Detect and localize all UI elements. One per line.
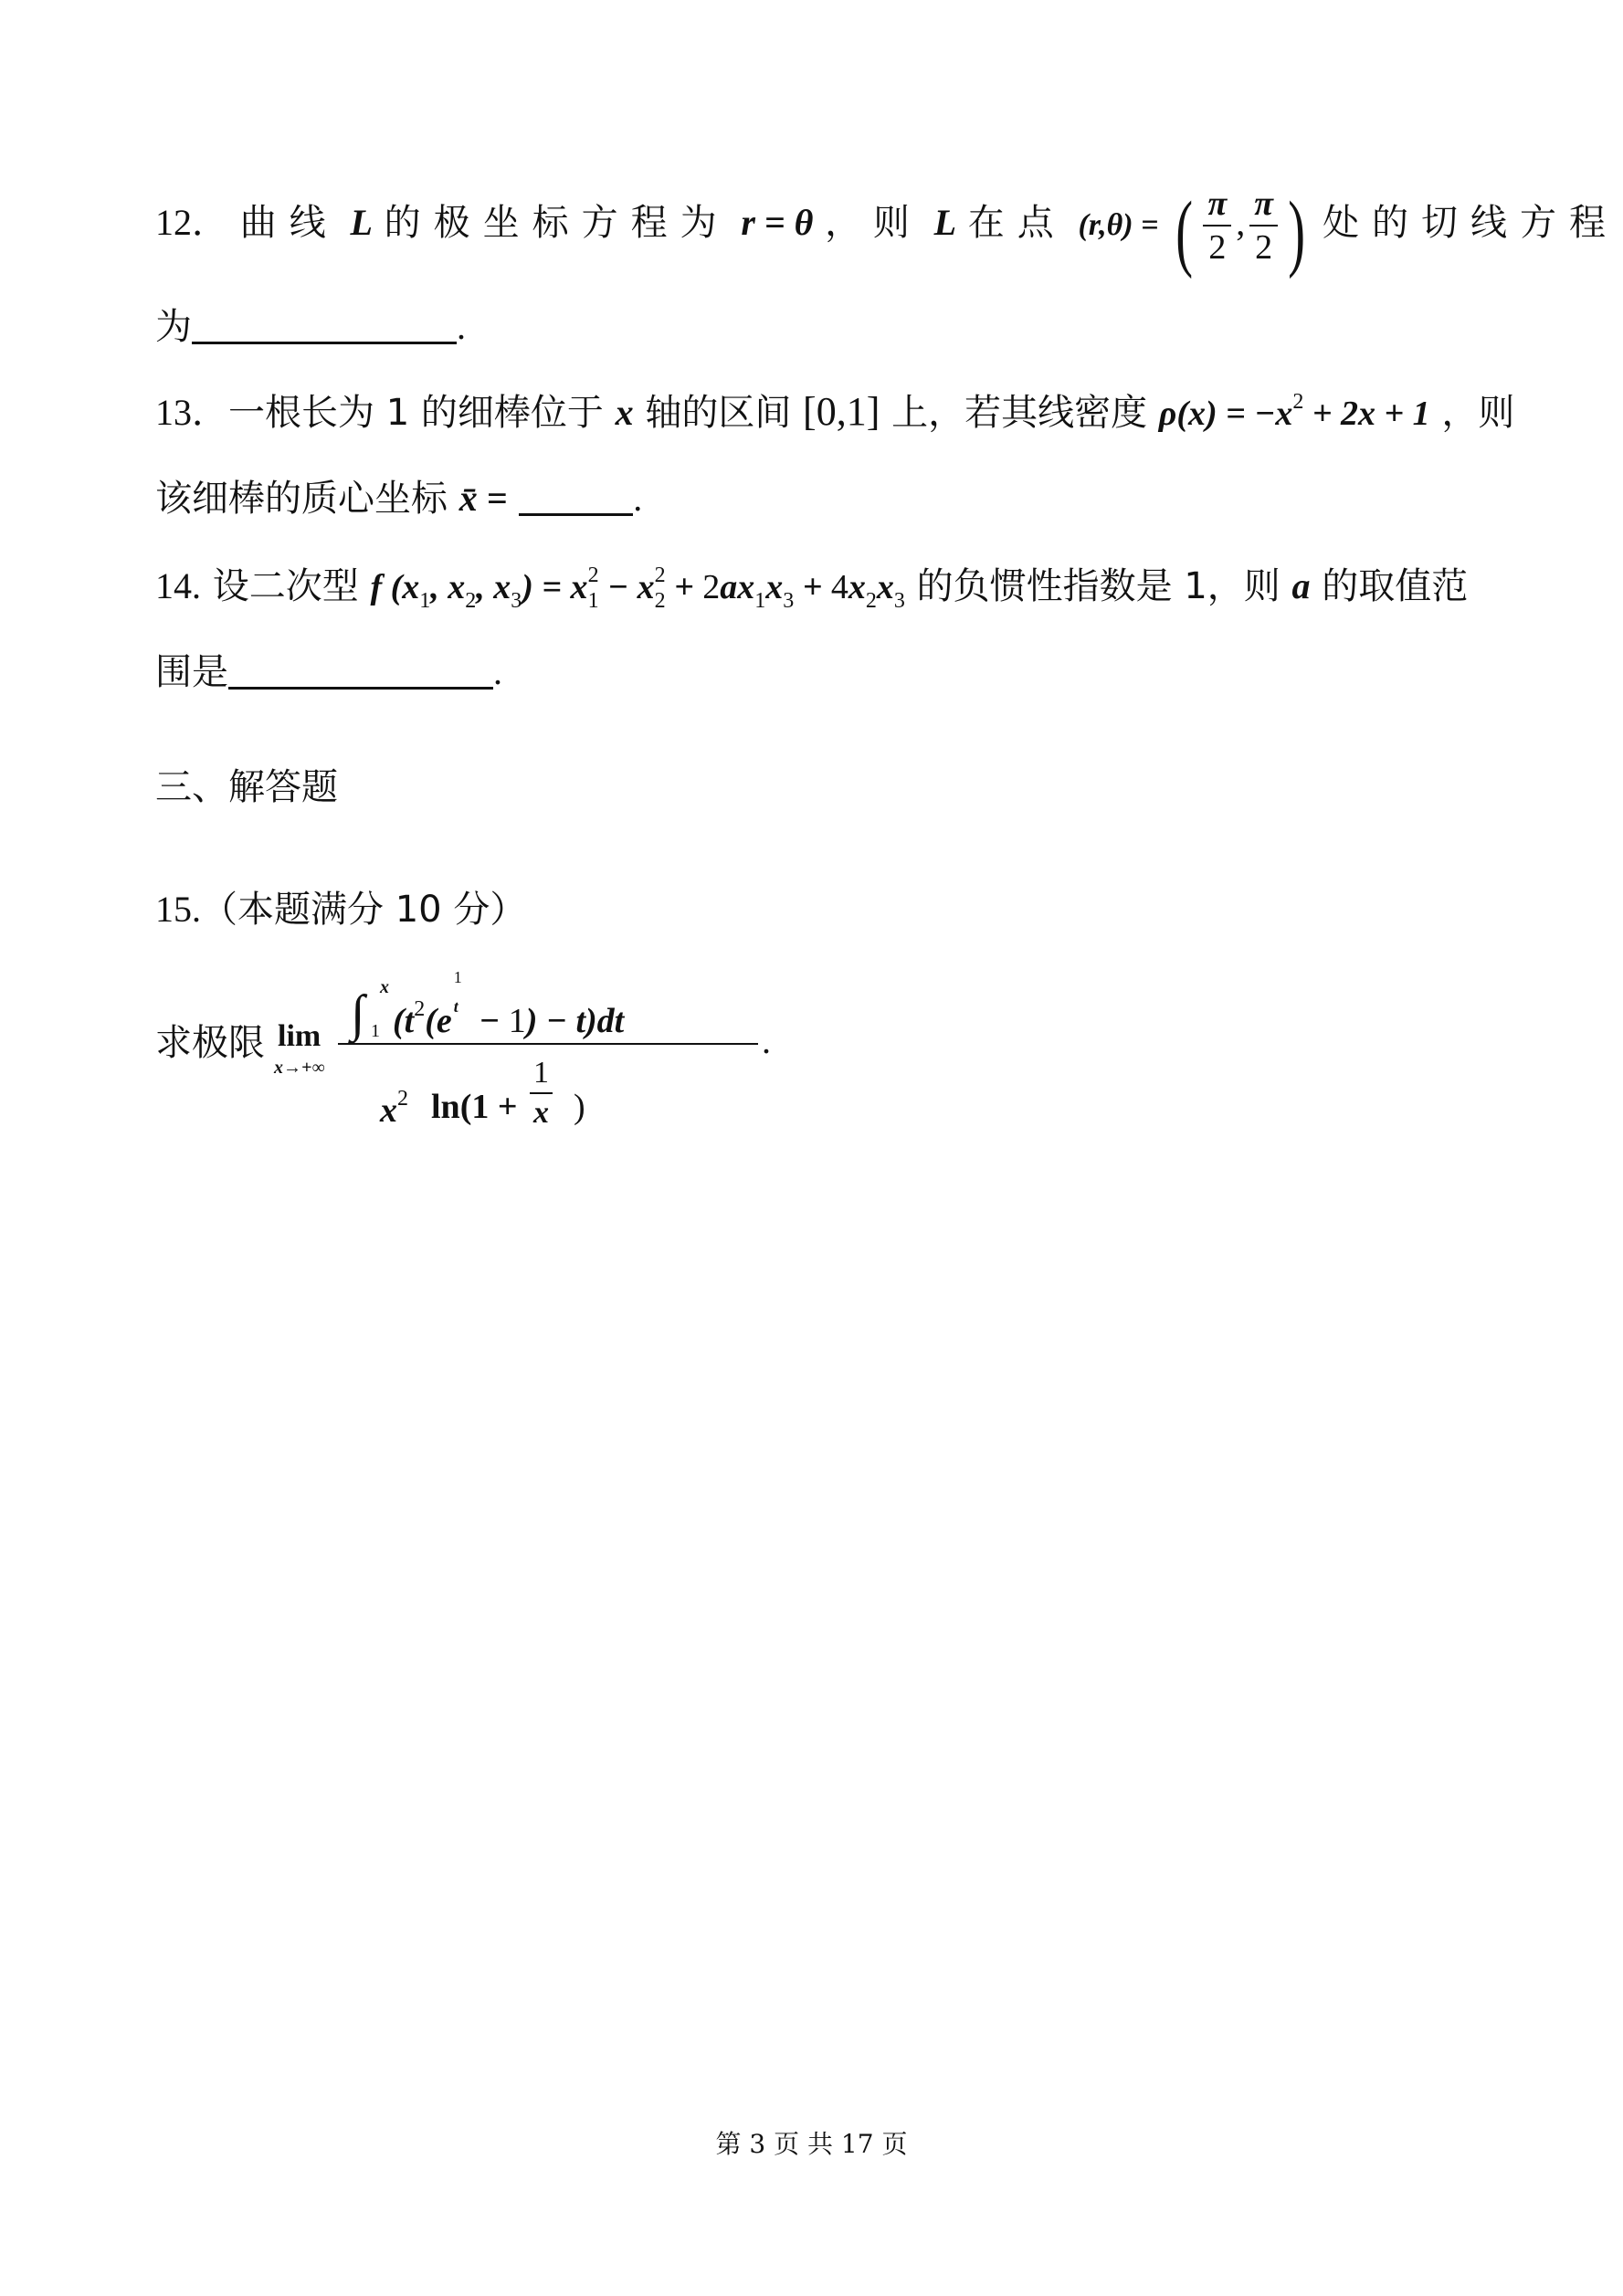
problem-13-text-4: ，则 bbox=[1441, 392, 1515, 434]
problem-15-number: 15. bbox=[155, 889, 201, 930]
problem-15-prompt: 求极限 bbox=[155, 1022, 265, 1064]
integral-sign: ∫ bbox=[351, 985, 365, 1042]
problem-13-centroid: x̄ = bbox=[458, 478, 508, 519]
quadratic-form: f ($x_1$, $x_2$, $x_3) = x^2_1 - x^2_2 + 2ax_1x_3 + 4x_2x_3$ bbox=[370, 563, 905, 613]
page-footer: 第 3 页 共 17 页 bbox=[715, 2129, 908, 2159]
inner-numerator: 1 bbox=[533, 1056, 549, 1090]
answer-blank bbox=[192, 342, 457, 344]
problem-12-line-2-start: 为 bbox=[155, 306, 192, 348]
answer-blank bbox=[228, 687, 493, 690]
period: . bbox=[457, 306, 466, 347]
fraction-numerator: π bbox=[1254, 184, 1274, 223]
problem-12-curve-label: L bbox=[350, 202, 373, 243]
fraction-denominator: 2 bbox=[1249, 225, 1278, 265]
problem-13-text-2: 轴的区间 bbox=[645, 392, 792, 434]
problem-15-limit-expression bbox=[155, 950, 795, 1142]
problem-12-equation: r = θ bbox=[741, 202, 814, 243]
period: . bbox=[762, 1020, 771, 1061]
integral-lower-limit: 1 bbox=[371, 1021, 380, 1041]
problem-12-text: 的极坐标方程为 bbox=[384, 202, 730, 244]
fraction-bar bbox=[338, 1043, 758, 1045]
denominator-ln: ln(1 + bbox=[431, 1088, 518, 1126]
problem-12-tail: 处的切线方程 bbox=[1323, 202, 1619, 244]
problem-12-line-2 bbox=[155, 306, 466, 348]
problem-13-number: 13． bbox=[155, 392, 228, 433]
answer-blank bbox=[519, 513, 633, 516]
problem-14-line-2-text: 围是 bbox=[155, 651, 228, 693]
problem-15-header bbox=[155, 889, 527, 931]
problem-13-line-2-text: 该细棒的质心坐标 bbox=[155, 478, 448, 520]
problem-13-density bbox=[1158, 390, 1430, 433]
problem-12-text-then: 则 bbox=[872, 202, 922, 244]
denominator-x: $x^2$ bbox=[380, 1087, 408, 1130]
problem-14-text-3: 的取值范 bbox=[1322, 565, 1469, 607]
denominator-close-paren: ) bbox=[574, 1088, 585, 1126]
problem-12-point-value: ( $\frac{\pi}{2}$ , $\frac{\pi}{2}$ ) bbox=[1175, 184, 1306, 279]
inner-denominator: x bbox=[530, 1092, 553, 1131]
density-rest: + 2x + 1 bbox=[1303, 395, 1430, 433]
limit-subscript: x→+∞ bbox=[274, 1058, 325, 1078]
density-lhs: ρ(x) = −x bbox=[1158, 395, 1293, 433]
section-title: 三、解答题 bbox=[155, 766, 338, 808]
problem-12-curve-label-2: L bbox=[933, 202, 957, 243]
problem-13-interval: [0,1] bbox=[803, 389, 880, 434]
problem-14-text: 设二次型 bbox=[212, 565, 359, 607]
problem-13-line-2 bbox=[155, 478, 643, 520]
problem-14-line-2 bbox=[155, 651, 502, 693]
problem-14-param: a bbox=[1291, 565, 1311, 606]
problem-12-text-at-point: 在点 bbox=[967, 202, 1067, 244]
fraction-denominator: 2 bbox=[1203, 225, 1231, 265]
limit-denominator bbox=[347, 1052, 749, 1143]
problem-14-number: 14. bbox=[155, 565, 201, 606]
problem-13-var: x bbox=[615, 392, 634, 433]
problem-13-text: 一根长为 1 的细棒位于 bbox=[228, 392, 604, 434]
inner-fraction bbox=[530, 1056, 553, 1131]
problem-13-line-1 bbox=[155, 391, 1514, 432]
problem-12-point-lhs: (r,θ) = bbox=[1078, 208, 1159, 242]
problem-14-line-1 bbox=[155, 564, 1468, 612]
problem-12-number: 12． bbox=[155, 202, 228, 243]
density-exponent: 2 bbox=[1292, 390, 1304, 414]
integrand: ($t^2(e$ 1 t − 1) − t)dt bbox=[393, 968, 625, 1040]
problem-12-intro: 曲线 bbox=[239, 202, 339, 244]
problem-12-comma: ， bbox=[825, 202, 862, 244]
period: . bbox=[633, 478, 643, 519]
limit-numerator bbox=[338, 950, 758, 1041]
integral-upper-limit: x bbox=[380, 977, 389, 997]
fraction-numerator: π bbox=[1207, 184, 1228, 223]
problem-13-text-3: 上，若其线密度 bbox=[891, 392, 1148, 434]
problem-12-line-1 bbox=[155, 184, 1619, 279]
period: . bbox=[493, 651, 502, 692]
problem-14-text-2: 的负惯性指数是 1，则 bbox=[916, 565, 1280, 607]
limit-operator: lim bbox=[278, 1019, 321, 1053]
problem-15-score: （本题满分 10 分） bbox=[201, 889, 527, 931]
